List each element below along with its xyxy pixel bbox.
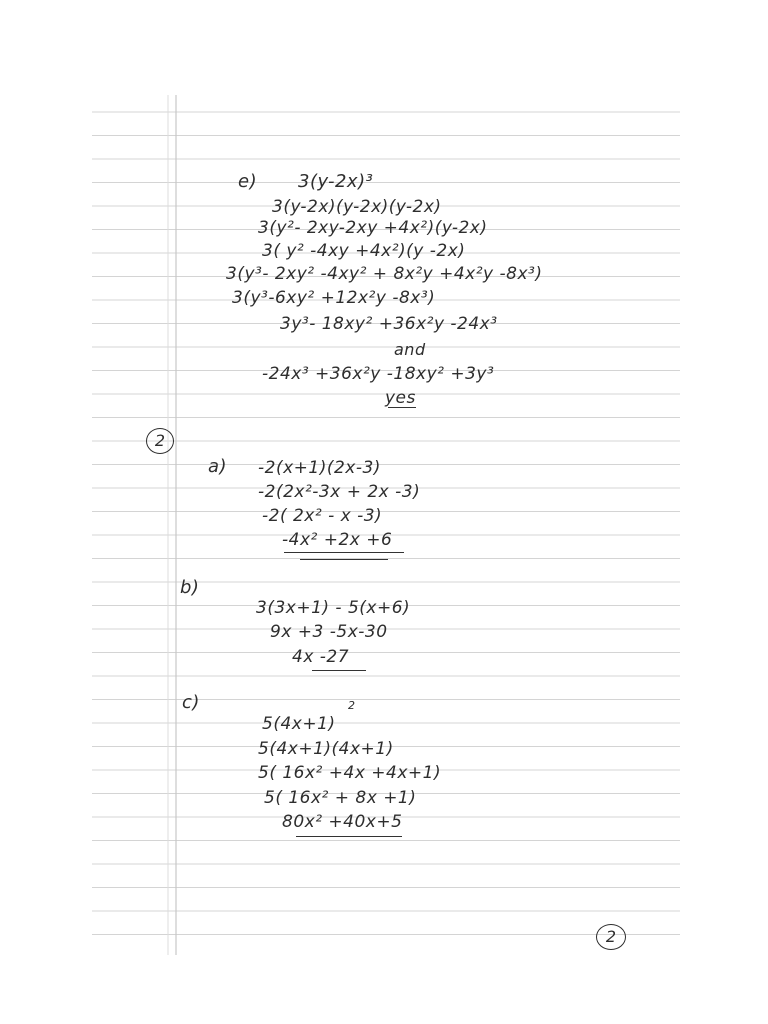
- work-line: 5( 16x² + 8x +1): [264, 788, 417, 808]
- question-number-badge: 2: [146, 428, 174, 454]
- exponent-mark: 2: [348, 699, 356, 712]
- part-b-label: b): [180, 577, 200, 598]
- work-line: 5(4x+1): [262, 714, 336, 734]
- work-line: -24x³ +36x²y -18xy² +3y³: [262, 364, 495, 384]
- conclusion-text: yes: [385, 388, 416, 408]
- work-line: 3y³- 18xy² +36x²y -24x³: [280, 314, 498, 334]
- work-line: 3( y² -4xy +4x²)(y -2x): [262, 241, 466, 261]
- work-line: 5(4x+1)(4x+1): [258, 739, 394, 759]
- answer-line: 4x -27: [292, 647, 350, 667]
- part-c-label: c): [182, 692, 200, 713]
- work-line: 3(y³-6xy² +12x²y -8x³): [232, 288, 436, 308]
- part-a-label: a): [208, 456, 228, 477]
- underline-mark: [388, 407, 416, 408]
- part-e-label: e): [238, 171, 258, 192]
- work-line: 3(y-2x)(y-2x)(y-2x): [272, 197, 442, 217]
- work-line: 3(y²- 2xy-2xy +4x²)(y-2x): [258, 218, 488, 238]
- work-line: -2( 2x² - x -3): [262, 506, 383, 526]
- answer-line: -4x² +2x +6: [282, 530, 393, 550]
- work-line: 3(3x+1) - 5(x+6): [256, 598, 411, 618]
- work-line: and: [394, 340, 426, 359]
- answer-underline: [284, 552, 404, 553]
- work-line: 3(y³- 2xy² -4xy² + 8x²y +4x²y -8x³): [226, 264, 543, 284]
- answer-underline: [296, 836, 402, 837]
- work-line: -2(x+1)(2x-3): [258, 458, 381, 478]
- page-number-badge: 2: [596, 924, 626, 950]
- work-line: 9x +3 -5x-30: [270, 622, 388, 642]
- answer-underline: [312, 670, 366, 671]
- work-line: 5( 16x² +4x +4x+1): [258, 763, 442, 783]
- answer-underline: [300, 559, 388, 560]
- answer-line: 80x² +40x+5: [282, 812, 403, 832]
- work-line: 3(y-2x)³: [298, 171, 374, 192]
- work-line: -2(2x²-3x + 2x -3): [258, 482, 421, 502]
